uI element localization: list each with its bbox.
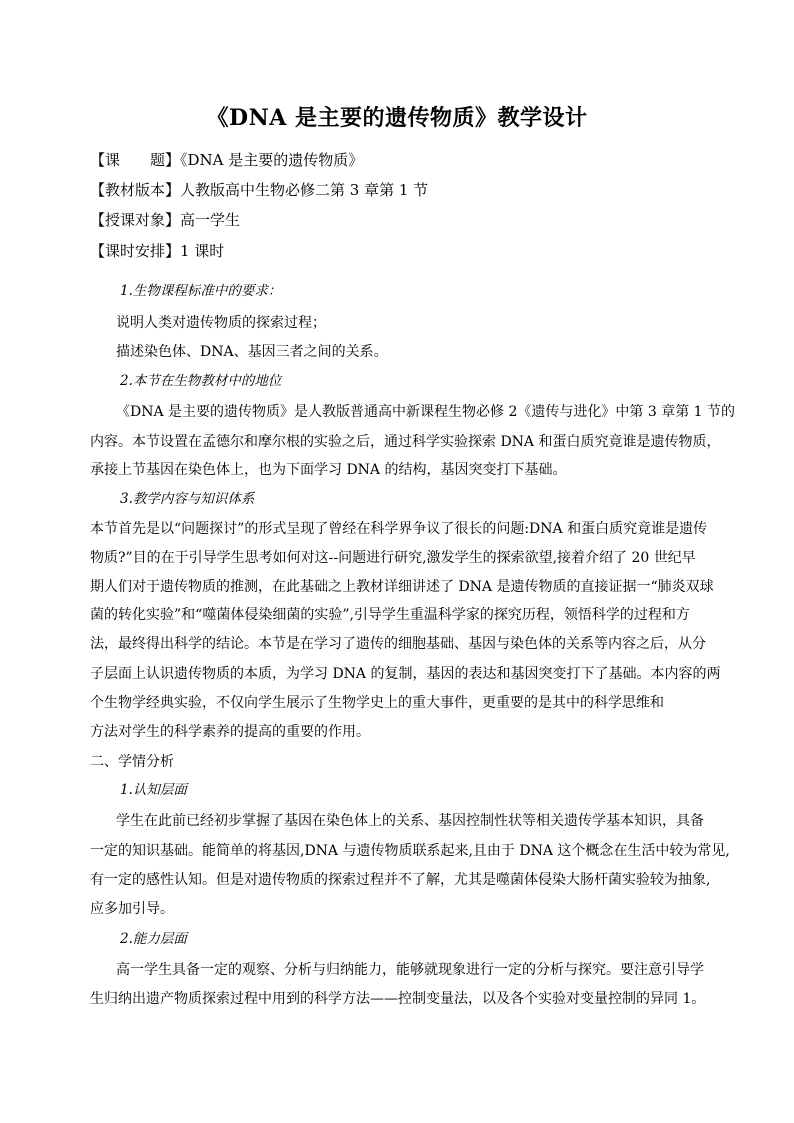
- section3-heading: 3.教学内容与知识体系: [120, 491, 255, 507]
- section3-line: 菌的转化实验”和“噬菌体侵染细菌的实验”,引导学生重温科学家的探究历程，领悟科学的过程和方: [90, 607, 690, 623]
- section2-line: 内容。本节设置在孟德尔和摩尔根的实验之后，通过科学实验探索 DNA 和蛋白质究竟谁是遗传物质，: [90, 434, 721, 450]
- section2-line: 《DNA 是主要的遗传物质》是人教版普通高中新课程生物必修 2《遗传与进化》中第 3 章第 1 节的: [116, 404, 736, 420]
- part2-sub1-line: 应多加引导。: [90, 901, 174, 917]
- section3-line: 子层面上认识遗传物质的本质，为学习 DNA 的复制，基因的表达和基因突变打下了基础。本内容的两: [90, 666, 721, 682]
- section2-heading: 2.本节在生物教材中的地位: [120, 373, 282, 389]
- section3-line: 物质?”目的在于引导学生思考如何对这--问题进行研究,激发学生的探索欲望,接着介绍了 20 世纪早: [90, 550, 696, 566]
- page-title: 《DNA 是主要的遗传物质》教学设计: [206, 105, 588, 131]
- section3-line: 本节首先是以“问题探讨”的形式呈现了曾经在科学界争议了很长的问题:DNA 和蛋白质究竟谁是遗传: [90, 521, 708, 537]
- part2-sub1-heading: 1.认知层面: [120, 782, 187, 798]
- section1-heading: 1.生物课程标准中的要求：: [120, 283, 282, 299]
- meta-course: 【课 题】《DNA 是主要的遗传物质》: [90, 151, 364, 169]
- part2-sub1-line: 有一定的感性认知。但是对遗传物质的探索过程并不了解，尤其是噬菌体侵染大肠杆菌实验较为抽象,: [90, 872, 711, 888]
- part2-sub2-heading: 2.能力层面: [120, 931, 187, 947]
- section3-line: 期人们对于遗传物质的推测，在此基础之上教材详细讲述了 DNA 是遗传物质的直接证据一“肺炎双球: [90, 579, 714, 595]
- section1-line2: 描述染色体、DNA、基因三者之间的关系。: [116, 344, 388, 360]
- meta-edition: 【教材版本】人教版高中生物必修二第 3 章第 1 节: [90, 181, 429, 199]
- part2-sub1-line: 学生在此前已经初步掌握了基因在染色体上的关系、基因控制性状等相关遗传学基本知识，具备: [116, 813, 704, 829]
- part2-sub2-line: 生归纳出遗产物质探索过程中用到的科学方法——控制变量法，以及各个实验对变量控制的异同 1。: [90, 991, 706, 1007]
- part2-heading: 二、学情分析: [90, 754, 174, 770]
- section3-line: 法，最终得出科学的结论。本节是在学习了遗传的细胞基础、基因与染色体的关系等内容之后，从分: [90, 636, 706, 652]
- section3-line: 个生物学经典实验，不仅向学生展示了生物学史上的重大事件，更重要的是其中的科学思维和: [90, 695, 664, 711]
- section1-line1: 说明人类对遗传物质的探索过程；: [116, 315, 326, 331]
- section2-line: 承接上节基因在染色体上，也为下面学习 DNA 的结构，基因突变打下基础。: [90, 462, 567, 478]
- meta-schedule: 【课时安排】1 课时: [90, 242, 225, 260]
- part2-sub2-line: 高一学生具备一定的观察、分析与归纳能力，能够就现象进行一定的分析与探究。要注意引导学: [116, 962, 704, 978]
- meta-audience: 【授课对象】高一学生: [90, 211, 241, 229]
- section3-line: 方法对学生的科学素养的提高的重要的作用。: [90, 724, 370, 740]
- part2-sub1-line: 一定的知识基础。能简单的将基因,DNA 与遗传物质联系起来,且由于 DNA 这个概念在生活中较为常见,: [90, 843, 730, 859]
